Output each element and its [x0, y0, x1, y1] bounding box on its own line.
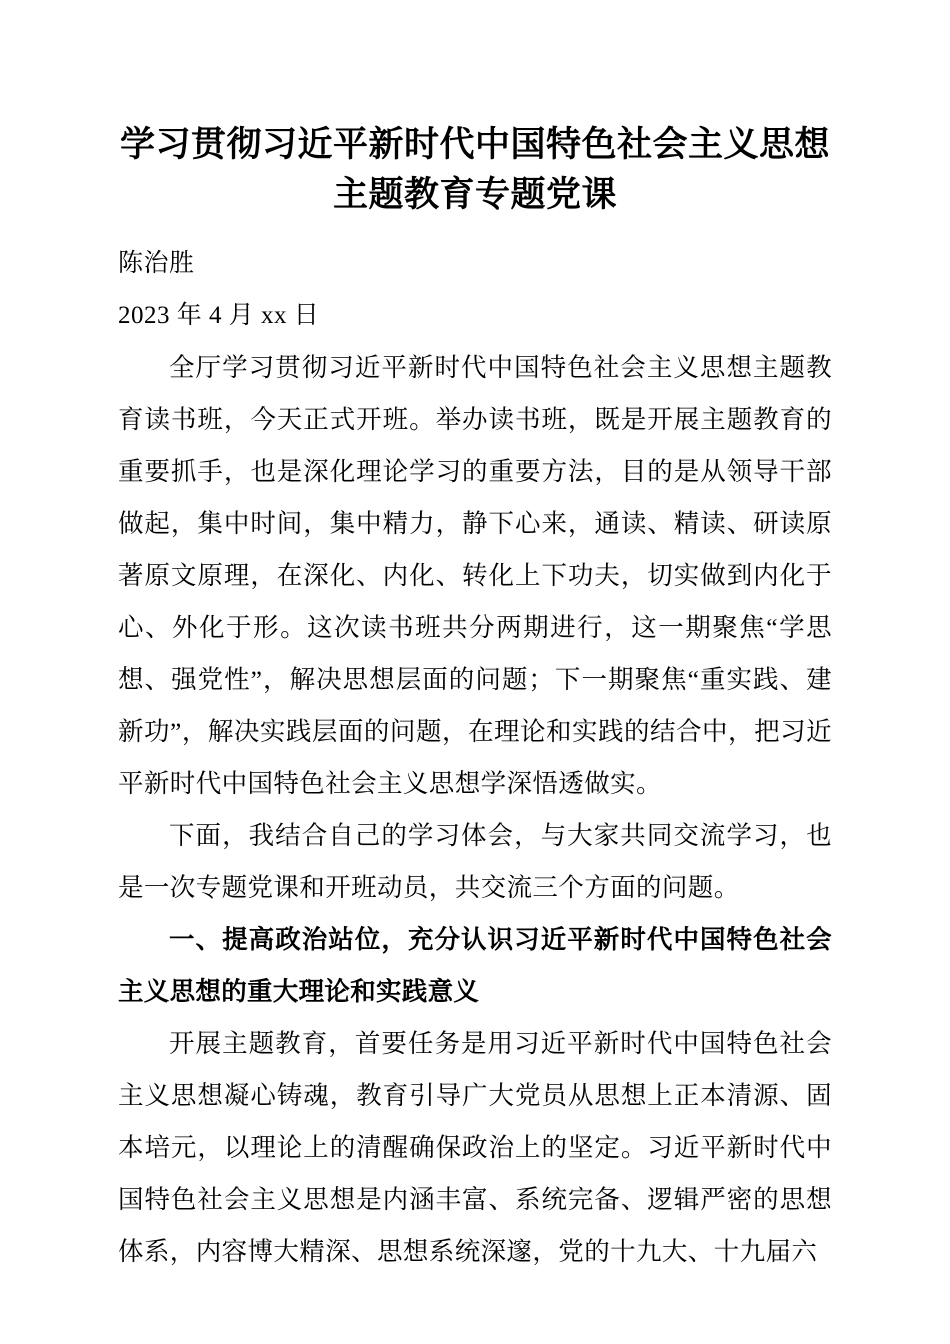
- body-paragraph: 全厅学习贯彻习近平新时代中国特色社会主义思想主题教育读书班，今天正式开班。举办读书班，既是开展主题教育的重要抓手，也是深化理论学习的重要方法，目的是从领导干部做起，集中时间，集中精力，静下心来，通读、精读、研读原著原文原理，在深化、内化、转化上下功夫，切实做到内化于心、外化于形。这次读书班共分两期进行，这一期聚焦“学思想、强党性”，解决思想层面的问题；下一期聚焦“重实践、建新功”，解决实践层面的问题，在理论和实践的结合中，把习近平新时代中国特色社会主义思想学深悟透做实。: [118, 353, 832, 798]
- author-byline: 陈治胜: [118, 250, 195, 277]
- body-paragraph: 开展主题教育，首要任务是用习近平新时代中国特色社会主义思想凝心铸魂，教育引导广大党员从思想上正本清源、固本培元，以理论上的清醒确保政治上的坚定。习近平新时代中国特色社会主义思想是内涵丰富、系统完备、逻辑严密的思想体系，内容博大精深、思想系统深邃，党的十九大、十九届六: [118, 1029, 832, 1266]
- page-title: 学习贯彻习近平新时代中国特色社会主义思想主题教育专题党课: [119, 125, 830, 215]
- date-line: 2023 年 4 月 xx 日: [118, 302, 320, 329]
- section-heading: 一、提高政治站位，充分认识习近平新时代中国特色社会主义思想的重大理论和实践意义: [118, 925, 832, 1007]
- body-paragraph: 下面，我结合自己的学习体会，与大家共同交流学习，也是一次专题党课和开班动员，共交流三个方面的问题。: [118, 821, 832, 902]
